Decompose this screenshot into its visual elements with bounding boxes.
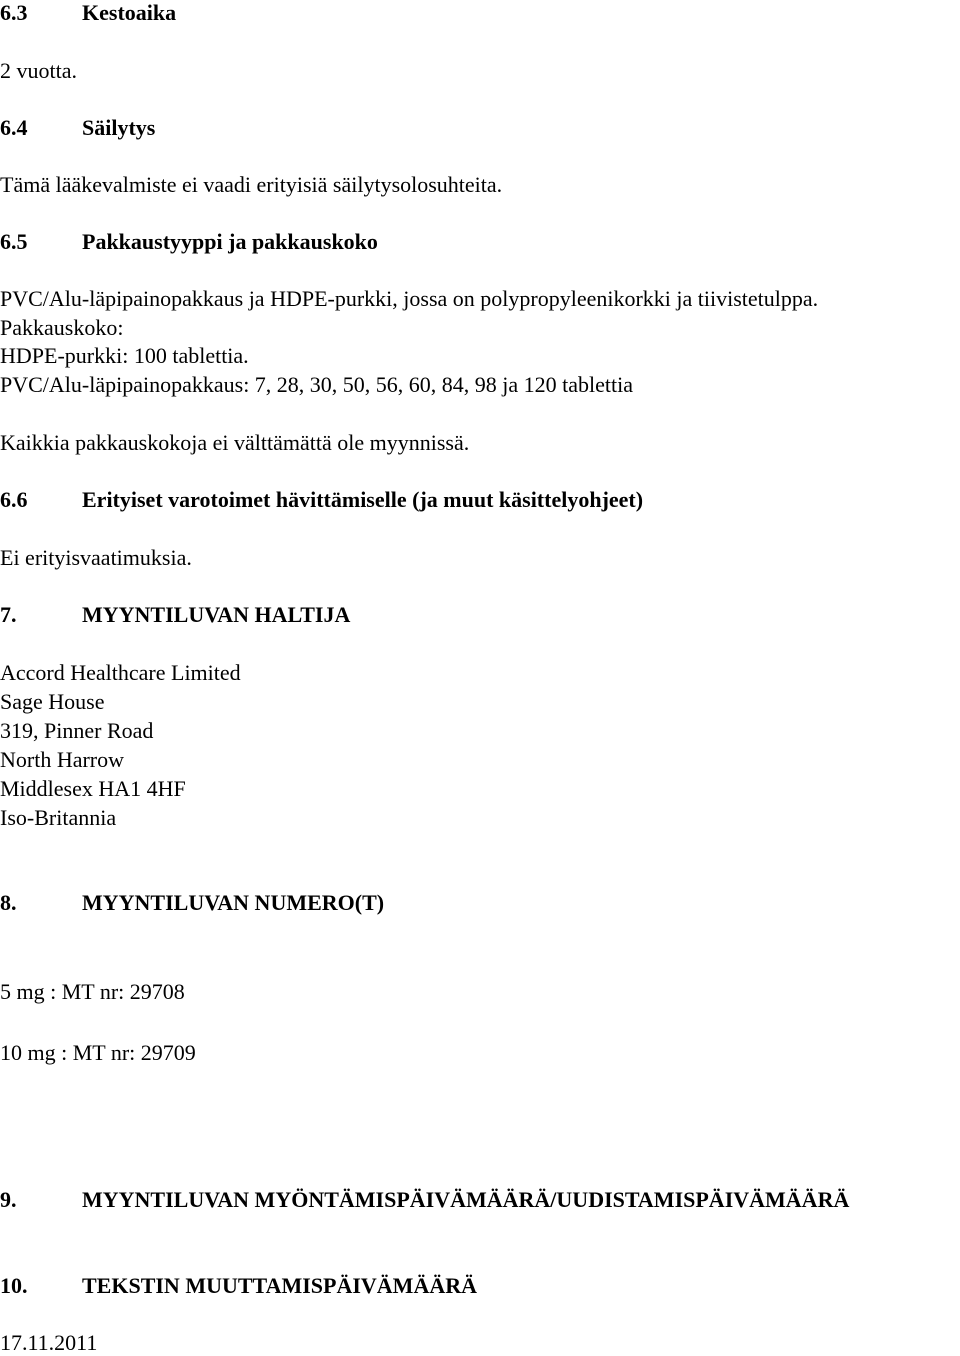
section-6-5-heading <box>0 229 378 255</box>
section-number: 6.6 <box>0 487 28 512</box>
revision-date: 17.11.2011 <box>0 1330 98 1355</box>
section-10-heading <box>0 1273 477 1299</box>
section-6-4-heading <box>0 115 155 141</box>
section-number: 6.4 <box>0 115 28 140</box>
section-number: 6.3 <box>0 0 28 25</box>
section-7-heading <box>0 602 350 628</box>
section-9-heading <box>0 1187 849 1213</box>
storage-text: Tämä lääkevalmiste ei vaadi erityisiä säilytysolosuhteita. <box>0 172 503 197</box>
package-line: HDPE-purkki: 100 tablettia. <box>0 343 249 368</box>
section-title: MYYNTILUVAN MYÖNTÄMISPÄIVÄMÄÄRÄ/UUDISTAMISPÄIVÄMÄÄRÄ <box>82 1187 850 1212</box>
section-title: MYYNTILUVAN HALTIJA <box>82 602 351 627</box>
section-title: MYYNTILUVAN NUMERO(T) <box>82 890 385 915</box>
package-line: PVC/Alu-läpipainopakkaus ja HDPE-purkki, jossa on polypropyleenikorkki ja tiivistetulppa. <box>0 286 819 311</box>
section-6-3-heading <box>0 0 176 26</box>
section-title: Kestoaika <box>82 0 177 25</box>
holder-address <box>0 658 241 832</box>
address-line: Accord Healthcare Limited <box>0 660 241 685</box>
section-6-6-heading <box>0 487 643 513</box>
address-line: 319, Pinner Road <box>0 718 154 743</box>
package-note: Kaikkia pakkauskokoja ei välttämättä ole myynnissä. <box>0 430 470 455</box>
address-line: Sage House <box>0 689 105 714</box>
shelf-life-text: 2 vuotta. <box>0 58 77 83</box>
section-number: 8. <box>0 890 17 915</box>
section-number: 10. <box>0 1273 28 1298</box>
address-line: North Harrow <box>0 747 125 772</box>
section-number: 9. <box>0 1187 17 1212</box>
section-title: Erityiset varotoimet hävittämiselle (ja muut käsittelyohjeet) <box>82 487 644 512</box>
package-line: PVC/Alu-läpipainopakkaus: 7, 28, 30, 50, 56, 60, 84, 98 ja 120 tablettia <box>0 372 634 397</box>
package-line: Pakkauskoko: <box>0 315 124 340</box>
section-title: TEKSTIN MUUTTAMISPÄIVÄMÄÄRÄ <box>82 1273 478 1298</box>
section-8-heading <box>0 890 384 916</box>
section-number: 7. <box>0 602 17 627</box>
authorisation-number: 10 mg : MT nr: 29709 <box>0 1040 196 1065</box>
disposal-text: Ei erityisvaatimuksia. <box>0 545 192 570</box>
section-number: 6.5 <box>0 229 28 254</box>
address-line: Iso-Britannia <box>0 805 117 830</box>
authorisation-number: 5 mg : MT nr: 29708 <box>0 979 185 1004</box>
section-title: Säilytys <box>82 115 156 140</box>
section-title: Pakkaustyyppi ja pakkauskoko <box>82 229 378 254</box>
address-line: Middlesex HA1 4HF <box>0 776 186 801</box>
